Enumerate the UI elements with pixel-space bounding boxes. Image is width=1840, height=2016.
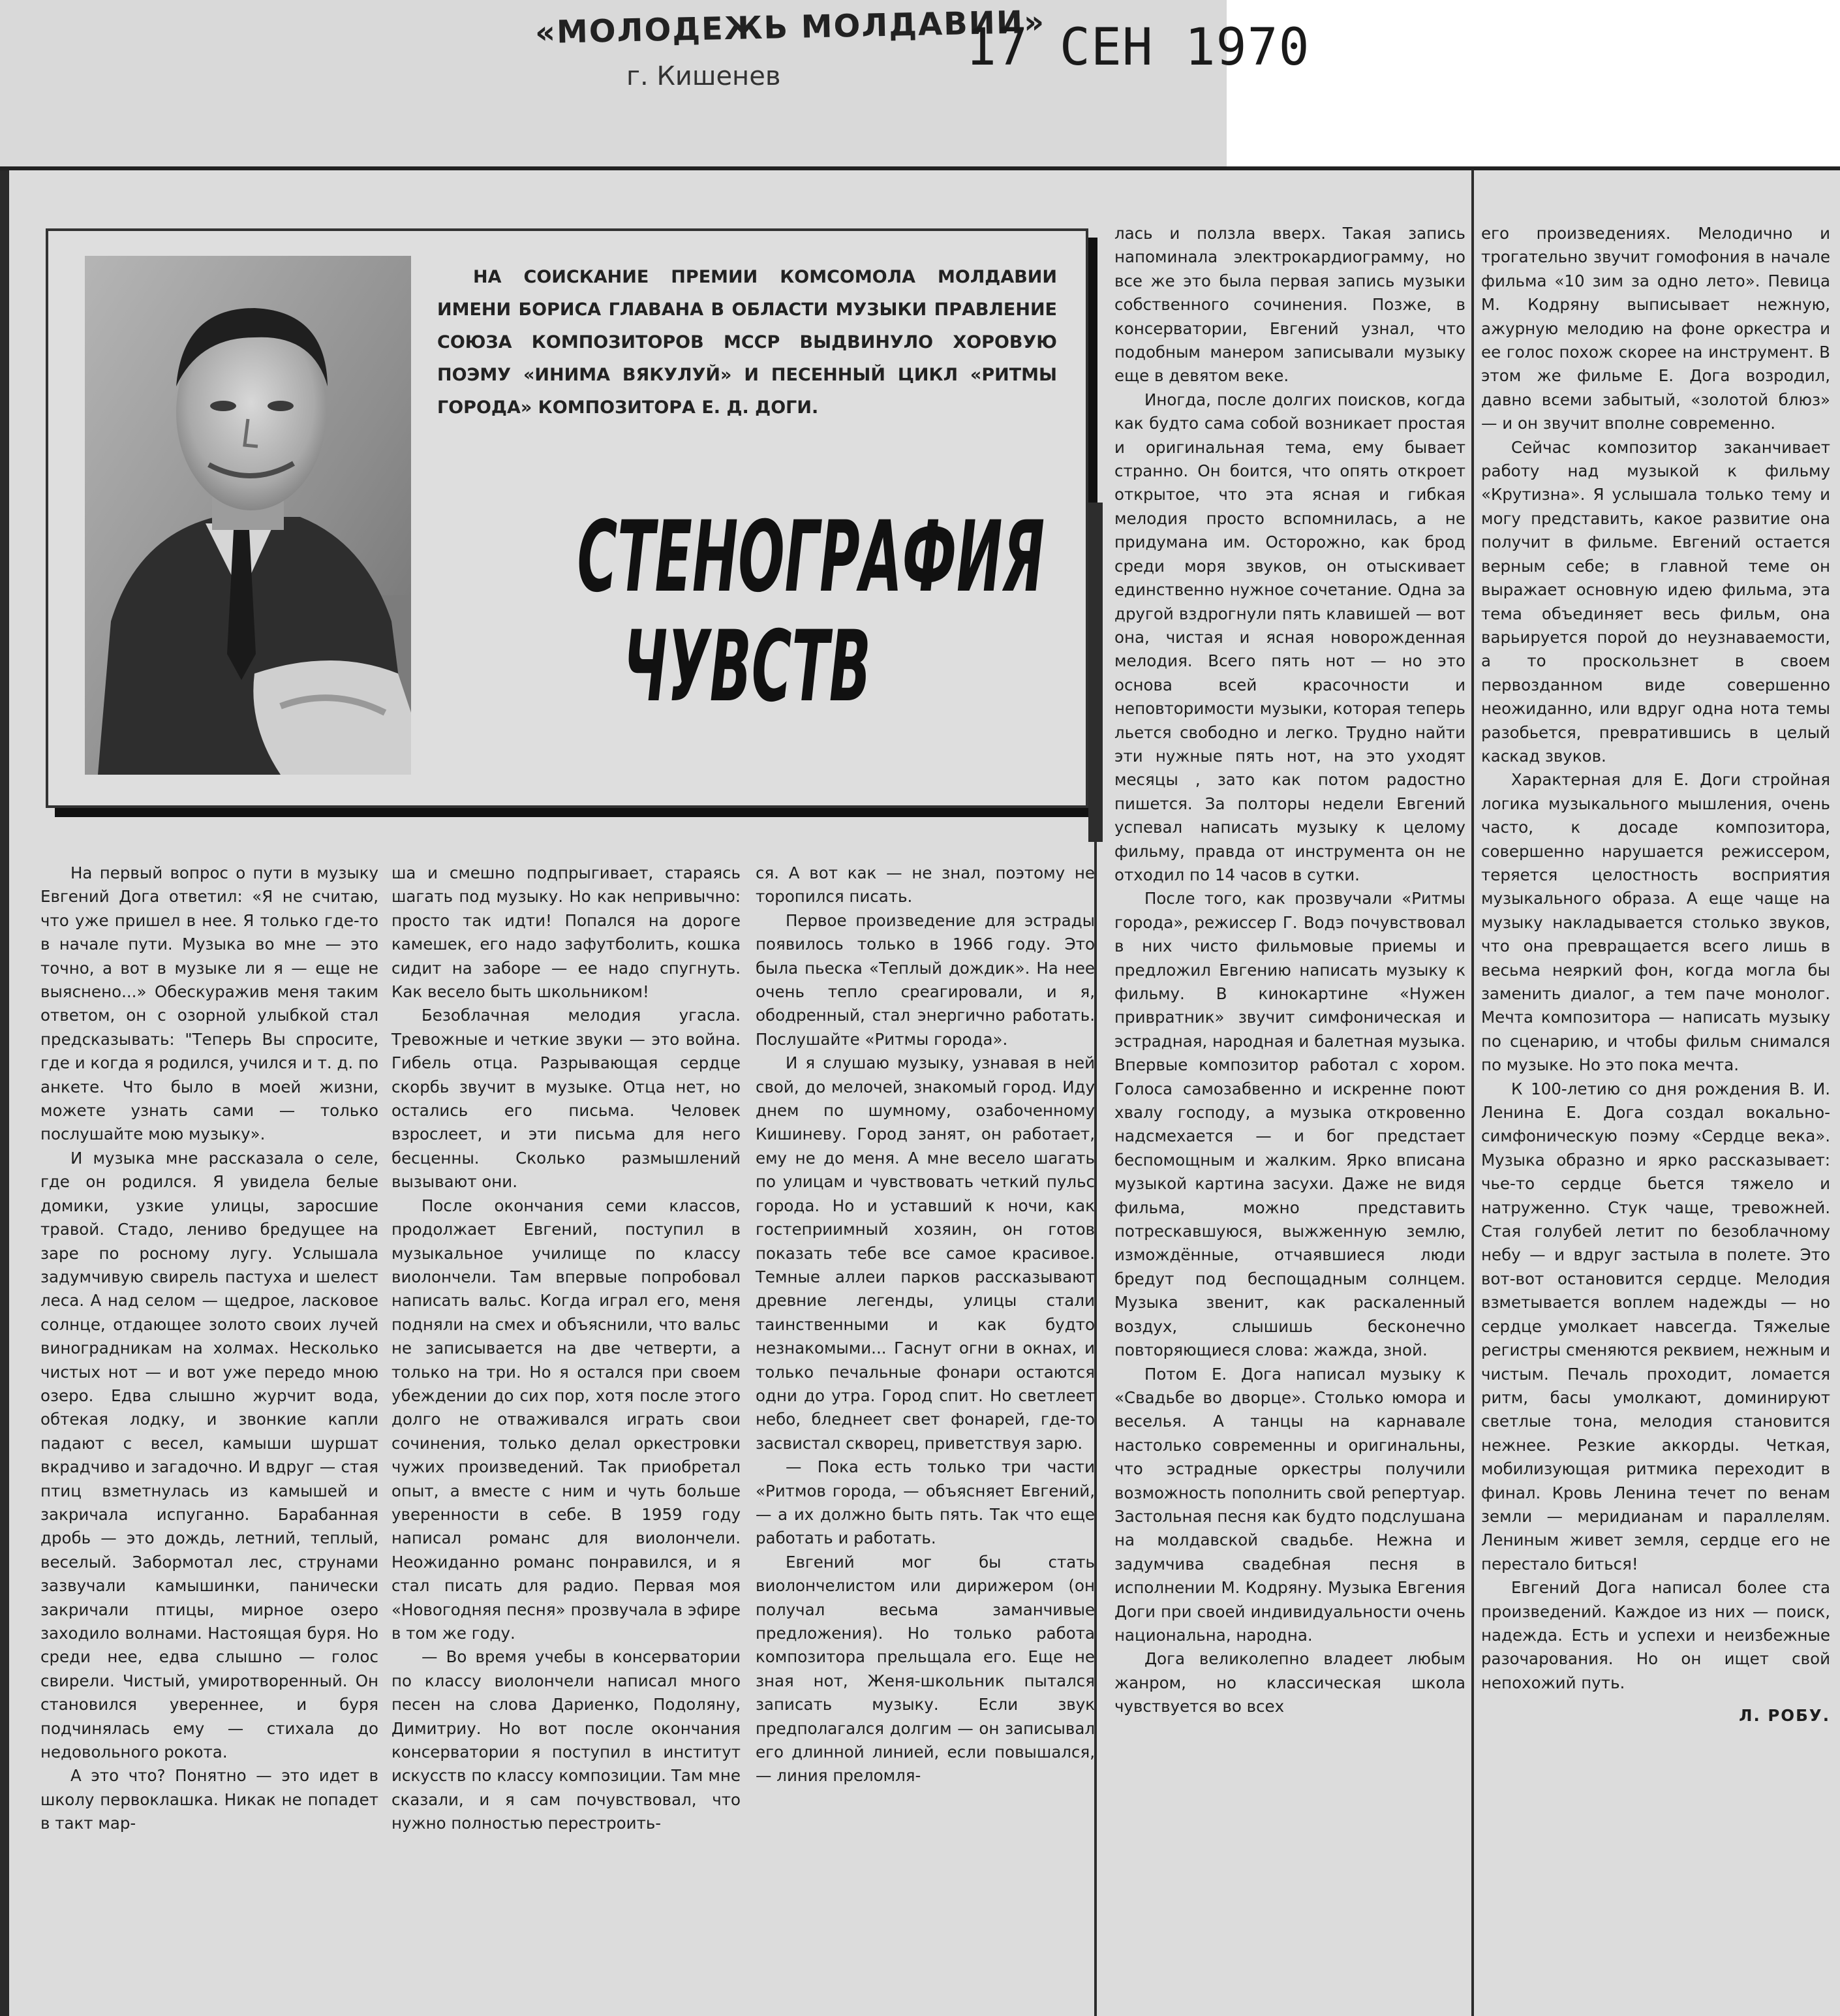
headline-line-2: ЧУВСТВ xyxy=(623,610,871,724)
text-column-3 xyxy=(756,861,1095,1788)
article-headline xyxy=(577,501,1045,724)
paragraph: После того, как прозвучали «Ритмы города», режиссер Г. Водэ почувствовал в них чисто фильмовые приемы и предложил Евгению написать музыку к фильму. В кинокартине «Нужен привратник» звучит симфоническая и эстрадная, народная и балетная музыка. Впервые композитор работал с хором. Голоса самозабвенно и искренне поют хвалу господу, а музыка откровенно надсмехается — и бог предстает беспомощным и жалким. Ярко вписана музыкой картина засухи. Даже не видя фильма, можно представить потрескавшуюся, выжженную землю, измождённые, отчаявшиеся люди бредут под беспощадным солнцем. Музыка звенит, как раскаленный воздух, слышишь бесконечно повторяющиеся слова: жажда, зной. xyxy=(1114,889,1465,1360)
paragraph: его произведениях. Мелодично и трогательно звучит гомофония в начале фильма «10 зим за одно лето». Певица М. Кодряну выписывает нежную, ажурную мелодию на фоне оркестра и ее голос похож скорее на инструмент. В этом же фильме Е. Дога возродил, давно всеми забытый, «золотой блюз» — и он звучит вполне современно. xyxy=(1481,224,1830,433)
paragraph: — Пока есть только три части «Ритмов города, — объясняет Евгений, — а их должно быть пять. Так что еще работать и работать. xyxy=(756,1457,1095,1548)
paragraph: И я слушаю музыку, узнавая в ней свой, до мелочей, знакомый город. Иду днем по шумному, озабоченному Кишиневу. Город занят, он работает, ему не до меня. А мне весело шагать по улицам и чувствовать четкий пульс города. Но и уставший к ночи, как гостеприимный хозяин, он готов показать тебе все самое красивое. Темные аллеи парков рассказывают древние легенды, улицы стали таинственными и как будто незнакомыми... Гаснут огни в окнах, и только печальные фонари остаются одни до утра. Город спит. Но светлеет небо, бледнеет свет фонарей, где-то засвистал скворец, приветствуя зарю. xyxy=(756,1053,1095,1453)
paragraph: Первое произведение для эстрады появилось только в 1966 году. Это была пьеска «Теплый дождик». На нее очень тепло среагировали, и я, ободренный, стал энергично работать. Послушайте «Ритмы города». xyxy=(756,910,1095,1049)
text-column-5 xyxy=(1481,222,1830,1728)
paragraph: Дога великолепно владеет любым жанром, но классическая школа чувствуется во всех xyxy=(1114,1649,1465,1716)
composer-photo xyxy=(85,256,411,775)
paragraph: Характерная для Е. Доги стройная логика музыкального мышления, очень часто, к досаде композитора, совершенно нарушается режиссером, теряется целостность восприятия музыкального образа. А еще чаще на музыку накладывается столько звуков, что она превращается всего лишь в весьма неяркий фон, когда могла бы заменить диалог, а тем паче монолог. Мечта композитора — написать музыку по сценарию, и чтобы фильм снимался по музыке. Но это пока мечта. xyxy=(1481,770,1830,1075)
publication-city: г. Кишенев xyxy=(626,61,781,91)
paragraph: На первый вопрос о пути в музыку Евгений Дога ответил: «Я не считаю, что уже пришел в нее. Я только где-то в начале пути. Музыка во мне — это точно, а вот в музыке ли я — еще не выяснено...» Обескуражив меня таким ответом, он с озорной улыбкой стал предсказывать: "Теперь Вы спросите, где и когда я родился, учился и т. д. по анкете. Что было в моей жизни, можете узнать сами — только послушайте мою музыку». xyxy=(40,863,378,1144)
paragraph: Евгений мог бы стать виолончелистом или дирижером (он получал весьма заманчивые предложения). Но только работа композитора прельщала его. Еще не зная нот, Женя-школьник пытался записать музыку. Если звук предполагался долгим — он записывал его длинной линией, если повышался, — линия преломля- xyxy=(756,1552,1095,1786)
paragraph: Евгений Дога написал более ста произведений. Каждое из них — поиск, надежда. Есть и успехи и неизбежные разочарования. Но он ищет свой непохожий путь. xyxy=(1481,1578,1830,1692)
paragraph: К 100-летию со дня рождения В. И. Ленина Е. Дога создал вокально-симфоническую поэму «Сердце века». Музыка образно и ярко рассказывает: чье-то сердце бьется тяжело и натруженно. Стук чаще, тревожней. Стая голубей летит по безоблачному небу — и вдруг застыла в полете. Это вот-вот остановится сердце. Мелодия взметывается воплем надежды — но сердце умолкает навсегда. Тяжелые регистры сменяются реквием, нежным и чистым. Печаль проходит, ломается ритм, басы умолкают, доминируют светлые тона, мелодия становится нежнее. Резкие аккорды. Четкая, мобилизующая ритмика переходит в финал. Кровь Ленина течет по венам земли — меридианам и параллелям. Лениным живет земля, сердце его не перестало биться! xyxy=(1481,1079,1830,1574)
paragraph: Сейчас композитор заканчивает работу над музыкой к фильму «Крутизна». Я услышала только тему и могу представить, какое развитие она получит в фильме. Евгений остается верным себе; в главной теме он выражает основную идею фильма, эта тема объединяет весь фильм, она варьируется порой до неузнаваемости, а то проскользнет в своем первозданном виде совершенно неожиданно, или вдруг одна нота темы разобьется, превратившись в целый каскад звуков. xyxy=(1481,437,1830,766)
clipping-left-edge xyxy=(0,166,9,2016)
paragraph: Потом Е. Дога написал музыку к «Свадьбе во дворце». Столько юмора и веселья. А танцы на карнавале настолько современны и оригинальны, что эстрадные оркестры получили возможность пополнить свой репертуар. Застольная песня как будто подслушана на молдавской свадьбе. Нежна и задумчива свадебная песня в исполнении М. Кодряну. Музыка Евгения Доги при своей индивидуальности очень национальна, народна. xyxy=(1114,1364,1465,1645)
paragraph: — Во время учебы в консерватории по классу виолончели написал много песен на слова Дариенко, Подоляну, Димитриу. Но вот после окончания консерватории я поступил в институт искусств по классу композиции. Там мне сказали, и я сам почувствовал, что нужно полностью перестроить- xyxy=(391,1647,741,1833)
lead-paragraph: НА СОИСКАНИЕ ПРЕМИИ КОМСОМОЛА МОЛДАВИИ ИМЕНИ БОРИСА ГЛАВАНА В ОБЛАСТИ МУЗЫКИ ПРАВЛЕНИЕ СОЮЗА КОМПОЗИТОРОВ МССР ВЫДВИНУЛО ХОРОВУЮ ПОЭМУ «ИНИМА ВЯКУЛУЙ» И ПЕСЕННЫЙ ЦИКЛ «РИТМЫ ГОРОДА» КОМПОЗИТОРА Е. Д. ДОГИ. xyxy=(437,267,1057,418)
paragraph: И музыка мне рассказала о селе, где он родился. Я увидела белые домики, узкие улицы, заросшие травой. Стадо, лениво бредущее на заре по росному лугу. Услышала задумчивую свирель пастуха и шелест леса. А над селом — щедрое, ласковое солнце, отдающее золото своих лучей виноградникам на холмах. Несколько чистых нот — и вот уже передо мною озеро. Едва слышно журчит вода, обтекая лодку, и звонкие капли падают с весел, камыши шуршат вкрадчиво и загадочно. И вдруг — стая птиц взметнулась из камышей и закричала испуганно. Барабанная дробь — это дождь, летний, теплый, веселый. Забормотал лес, струнами зазвучали камышинки, панически закричали птицы, мирное озеро заходило волнами. Настоящая буря. Но среди нее, едва слышно — голос свирели. Чистый, умиротворенный. Он становился увереннее, и буря подчинялась ему — стихала до недовольного рокота. xyxy=(40,1148,378,1762)
paragraph: Иногда, после долгих поисков, когда как будто сама собой возникает простая и оригинальная тема, ему бывает странно. Он боится, что опять откроет открытое, что эта ясная и гибкая мелодия просто вспомнилась, а не придумана им. Осторожно, как брод среди моря звуков, он отыскивает единственно нужное сочетание. Одна за другой вздрогнули пять клавишей — вот она, чистая и ясная новорожденная мелодия. Всего пять нот — но это основа всей красочности и неповторимости музыки, которая теперь льется свободно и легко. Трудно найти эти нужные пять нот, на это уходят месяцы , зато как потом радостно пишется. За полторы недели Евгений успевал написать музыку к целому фильму, правда от инструмента он не отходил по 14 часов в сутки. xyxy=(1114,390,1465,884)
column-rule xyxy=(1471,170,1474,2016)
portrait-image xyxy=(85,256,411,775)
text-column-1 xyxy=(40,861,378,1836)
clipping-top-rule xyxy=(0,166,1840,170)
paragraph: А это что? Понятно — это идет в школу первоклашка. Никак не попадет в такт мар- xyxy=(40,1766,378,1833)
date-stamp: 17 СЕН 1970 xyxy=(966,18,1310,77)
author-signature: Л. РОБУ. xyxy=(1739,1706,1830,1726)
paragraph: ша и смешно подпрыгивает, стараясь шагать под музыку. Но как непривычно: просто так идти! Попался на дороге камешек, его надо зафутболить, кошка сидит на заборе — ее надо спугнуть. Как весело быть школьником! xyxy=(391,863,741,1002)
paragraph: ся. А вот как — не знал, поэтому не торопился писать. xyxy=(756,863,1095,907)
paragraph: Безоблачная мелодия угасла. Тревожные и четкие звуки — это война. Гибель отца. Разрывающая сердце скорбь звучит в музыке. Отца нет, но остались его письма. Человек взрослеет, и эти письма для него бесценны. Сколько размышлений вызывают они. xyxy=(391,1006,741,1192)
headline-line-1: СТЕНОГРАФИЯ xyxy=(577,501,1045,614)
paragraph: После окончания семи классов, продолжает Евгений, поступил в музыкальное училище по классу виолончели. Там впервые попробовал написать вальс. Когда играл его, меня подняли на смех и объяснили, что вальс не записывается на две четверти, а только на три. Но я остался при своем убеждении до сих пор, хотя после этого долго не отваживался играть свои сочинения, только делал оркестровки чужих произведений. Так приобретал опыт, а вместе с ним и чуть больше уверенности в себе. В 1959 году написал романс для виолончели. Неожиданно романс понравился, и я стал писать для радио. Первая моя «Новогодняя песня» прозвучала в эфире в том же году. xyxy=(391,1196,741,1643)
text-column-4 xyxy=(1114,222,1465,1719)
text-column-2 xyxy=(391,861,741,1836)
publication-stamp: «МОЛОДЕЖЬ МОЛДАВИИ» xyxy=(534,3,1046,52)
paragraph: лась и ползла вверх. Такая запись напоминала электрокардиограмму, но все же это была первая запись музыки собственного сочинения. Позже, в консерватории, Евгений узнал, что подобным манером записывали музыку еще в девятом веке. xyxy=(1114,224,1465,386)
column-rule xyxy=(1088,503,1103,842)
